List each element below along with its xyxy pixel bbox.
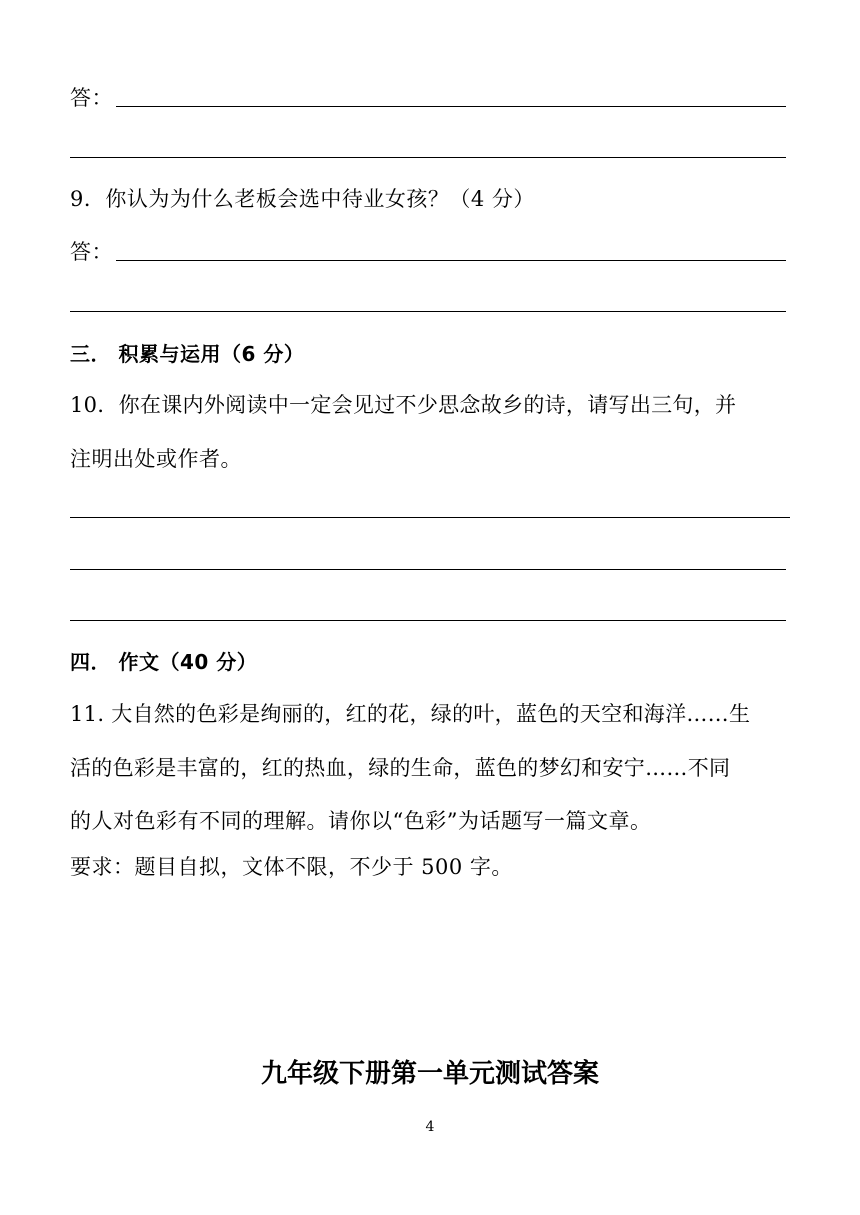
q11-text-line-1: 11. 大自然的色彩是绚丽的，红的花，绿的叶，蓝色的天空和海洋……生 [70, 702, 751, 726]
q10-answer-line-2[interactable] [70, 569, 786, 570]
q11-requirement: 要求：题目自拟，文体不限，不少于 500 字。 [70, 855, 513, 879]
q10-answer-line-1[interactable] [70, 517, 790, 518]
q10-answer-line-3[interactable] [70, 620, 786, 621]
section3-heading: 三． 积累与运用（6 分） [70, 342, 305, 366]
answer-key-title: 九年级下册第一单元测试答案 [260, 1059, 599, 1089]
q11-text-line-2: 活的色彩是丰富的，红的热血，绿的生命，蓝色的梦幻和安宁……不同 [70, 756, 731, 780]
q9-question: 9．你认为为什么老板会选中待业女孩？（4 分） [70, 187, 535, 211]
section4-heading: 四． 作文（40 分） [70, 650, 258, 674]
page-number: 4 [425, 1119, 435, 1135]
q9-answer-label: 答： [70, 240, 113, 264]
q9-answer-line-1[interactable] [116, 260, 786, 261]
q8-answer-line-1[interactable] [116, 106, 786, 107]
q11-text-line-3: 的人对色彩有不同的理解。请你以“色彩”为话题写一篇文章。 [70, 809, 652, 833]
q10-text-line-2: 注明出处或作者。 [70, 447, 242, 471]
q8-answer-label: 答： [70, 86, 113, 110]
q9-answer-line-2[interactable] [70, 311, 786, 312]
q10-text-line-1: 10．你在课内外阅读中一定会见过不少思念故乡的诗，请写出三句，并 [70, 393, 737, 417]
q8-answer-line-2[interactable] [70, 157, 786, 158]
